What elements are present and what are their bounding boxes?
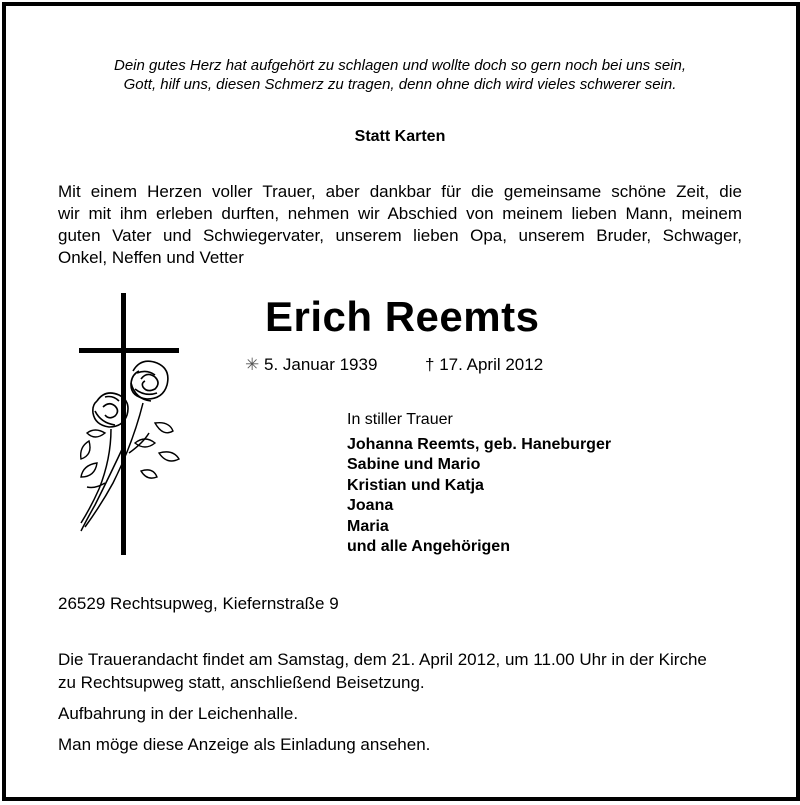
birth-date: [245, 355, 377, 375]
verse-line: Dein gutes Herz hat aufgehört zu schlagen und wollte doch so gern noch bei uns sein,: [113, 57, 687, 74]
verse: [40, 56, 760, 94]
intro-line: Onkel, Neffen und Vetter: [58, 248, 244, 267]
address: 26529 Rechtsupweg, Kiefernstraße 9: [58, 594, 339, 613]
mourners-block: [347, 410, 611, 558]
birth-date-text: 5. Januar 1939: [263, 355, 378, 374]
mourner-name: Joana: [347, 497, 394, 514]
mourner-name: Maria: [347, 517, 389, 535]
deceased-name: Erich Reemts: [265, 293, 540, 340]
verse-line: Gott, hilf uns, diesen Schmerz zu tragen, denn ohne dich wird vieles schwerer sein.: [123, 76, 677, 93]
viewing-info: Aufbahrung in der Leichenhalle.: [58, 704, 299, 723]
intro-line: guten Vater und Schwiegervater, unserem lieben Opa, unserem Bruder, Schwager,: [58, 226, 742, 245]
death-date-text: 17. April 2012: [439, 355, 544, 374]
mourner-name: Johanna Reemts, geb. Haneburger: [347, 435, 612, 453]
birth-star-icon: ✳: [245, 355, 260, 374]
intro-line: Mit einem Herzen voller Trauer, aber dankbar für die gemeinsame schöne Zeit, die: [58, 182, 742, 201]
mourners-intro: In stiller Trauer: [347, 411, 453, 428]
intro-line: wir mit ihm erleben durften, nehmen wir Abschied von meinem lieben Mann, meinem: [58, 204, 742, 223]
intro-text: [58, 181, 742, 269]
service-line: Die Trauerandacht findet am Samstag, dem 21. April 2012, um 11.00 Uhr in der Kirche: [58, 650, 707, 669]
cross-with-roses-icon: [75, 293, 185, 563]
mourner-name: Kristian und Katja: [347, 476, 484, 494]
service-line: zu Rechtsupweg statt, anschließend Beisetzung.: [58, 673, 425, 692]
death-date: [425, 355, 543, 375]
service-info: [58, 648, 758, 694]
invitation-note: Man möge diese Anzeige als Einladung ansehen.: [58, 735, 431, 754]
death-cross-icon: †: [425, 355, 435, 374]
mourner-name: und alle Angehörigen: [347, 538, 510, 555]
mourner-name: Sabine und Mario: [347, 456, 481, 473]
heading: Statt Karten: [354, 128, 446, 145]
